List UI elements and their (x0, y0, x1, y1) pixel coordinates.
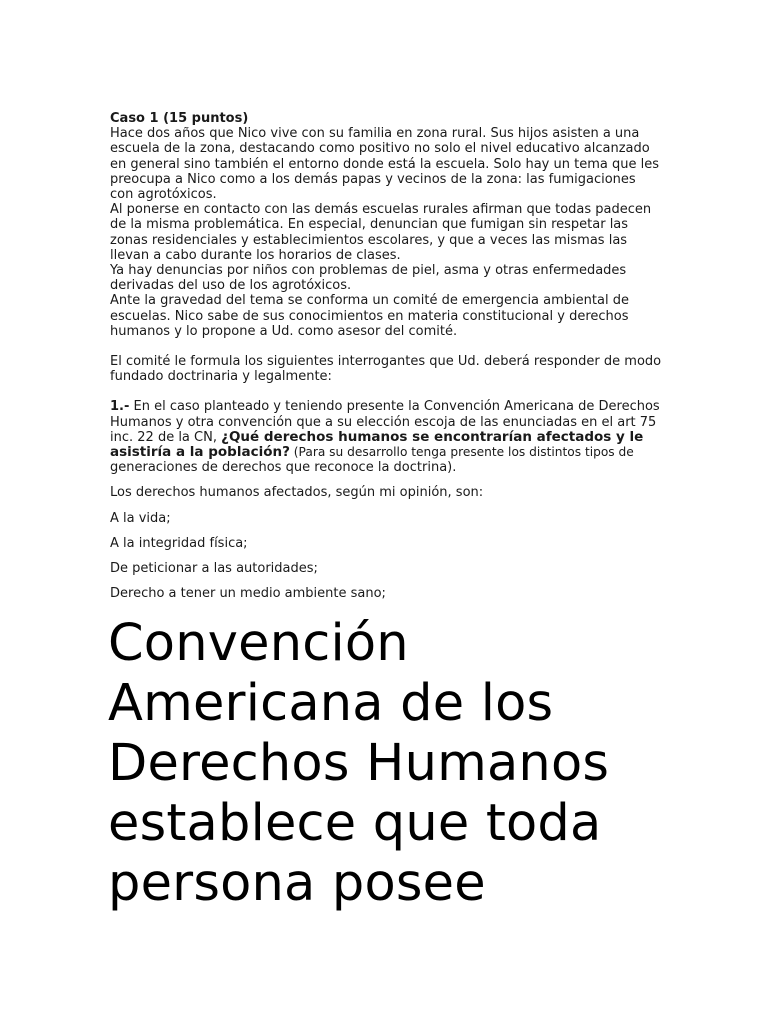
text-line: en general sino también el entorno donde está la escuela. Solo hay un tema que les (110, 156, 659, 172)
list-item: A la integridad física; (110, 535, 248, 551)
large-text-line: Convención (108, 614, 409, 673)
large-text-line: Derechos Humanos (108, 734, 610, 793)
large-heading-text (108, 614, 728, 914)
case-paragraph-3 (110, 263, 670, 293)
text-line: zonas residenciales y establecimientos escolares, y que a veces las mismas las (110, 232, 628, 248)
text-line: En el caso planteado y teniendo presente la Convención Americana de Derechos (129, 399, 660, 415)
text-line: escuelas. Nico sabe de sus conocimientos en materia constitucional y derechos (110, 308, 629, 324)
text-line: con agrotóxicos. (110, 187, 217, 203)
spacer (110, 384, 670, 399)
large-text-line: Americana de los (108, 674, 554, 733)
text-line: llevan a cabo durante los horarios de clases. (110, 247, 401, 263)
text-line: humanos y lo propone a Ud. como asesor del comité. (110, 323, 458, 339)
text-line: preocupa a Nico como a los demás papas y vecinos de la zona: las fumigaciones (110, 171, 636, 187)
large-text-line: persona posee (108, 854, 486, 913)
case-paragraph-4 (110, 293, 670, 339)
text-line: escuela de la zona, destacando como positivo no solo el nivel educativo alcanzado (110, 141, 650, 157)
case-title: Caso 1 (15 puntos) (110, 111, 249, 126)
list-item: A la vida; (110, 510, 171, 526)
document-body (110, 111, 670, 601)
question-note: generaciones de derechos que reconoce la doctrina). (110, 460, 457, 476)
text-line: Ante la gravedad del tema se conforma un comité de emergencia ambiental de (110, 293, 629, 309)
case-paragraph-5 (110, 354, 670, 384)
large-text-line: establece que toda (108, 794, 602, 853)
question-note: (Para su desarrollo tenga presente los distintos tipos de (289, 445, 634, 460)
text-line: inc. 22 de la CN, (110, 429, 222, 445)
text-line: de la misma problemática. En especial, denuncian que fumigan sin respetar las (110, 217, 629, 233)
case-paragraph-2 (110, 202, 670, 263)
text-line: El comité le formula los siguientes interrogantes que Ud. deberá responder de modo (110, 354, 662, 370)
question-1 (110, 399, 670, 475)
text-line: Ya hay denuncias por niños con problemas de piel, asma y otras enfermedades (110, 263, 627, 279)
text-line: Humanos y otra convención que a su elección escoja de las enunciadas en el art 75 (110, 414, 657, 430)
text-line: fundado doctrinaria y legalmente: (110, 369, 332, 385)
question-bold-text: ¿Qué derechos humanos se encontrarían afectados y le (221, 428, 644, 445)
question-number: 1.- (110, 399, 130, 415)
list-item: Derecho a tener un medio ambiente sano; (110, 586, 386, 602)
spacer (110, 339, 670, 354)
answer-intro: Los derechos humanos afectados, según mi opinión, son: (110, 485, 484, 501)
question-bold-text: asistiría a la población? (110, 444, 290, 461)
text-line: Hace dos años que Nico vive con su familia en zona rural. Sus hijos asisten a una (110, 126, 640, 142)
case-paragraph-1 (110, 126, 670, 202)
text-line: Al ponerse en contacto con las demás escuelas rurales afirman que todas padecen (110, 202, 652, 218)
text-line: derivadas del uso de los agrotóxicos. (110, 278, 352, 294)
list-item: De peticionar a las autoridades; (110, 561, 318, 577)
